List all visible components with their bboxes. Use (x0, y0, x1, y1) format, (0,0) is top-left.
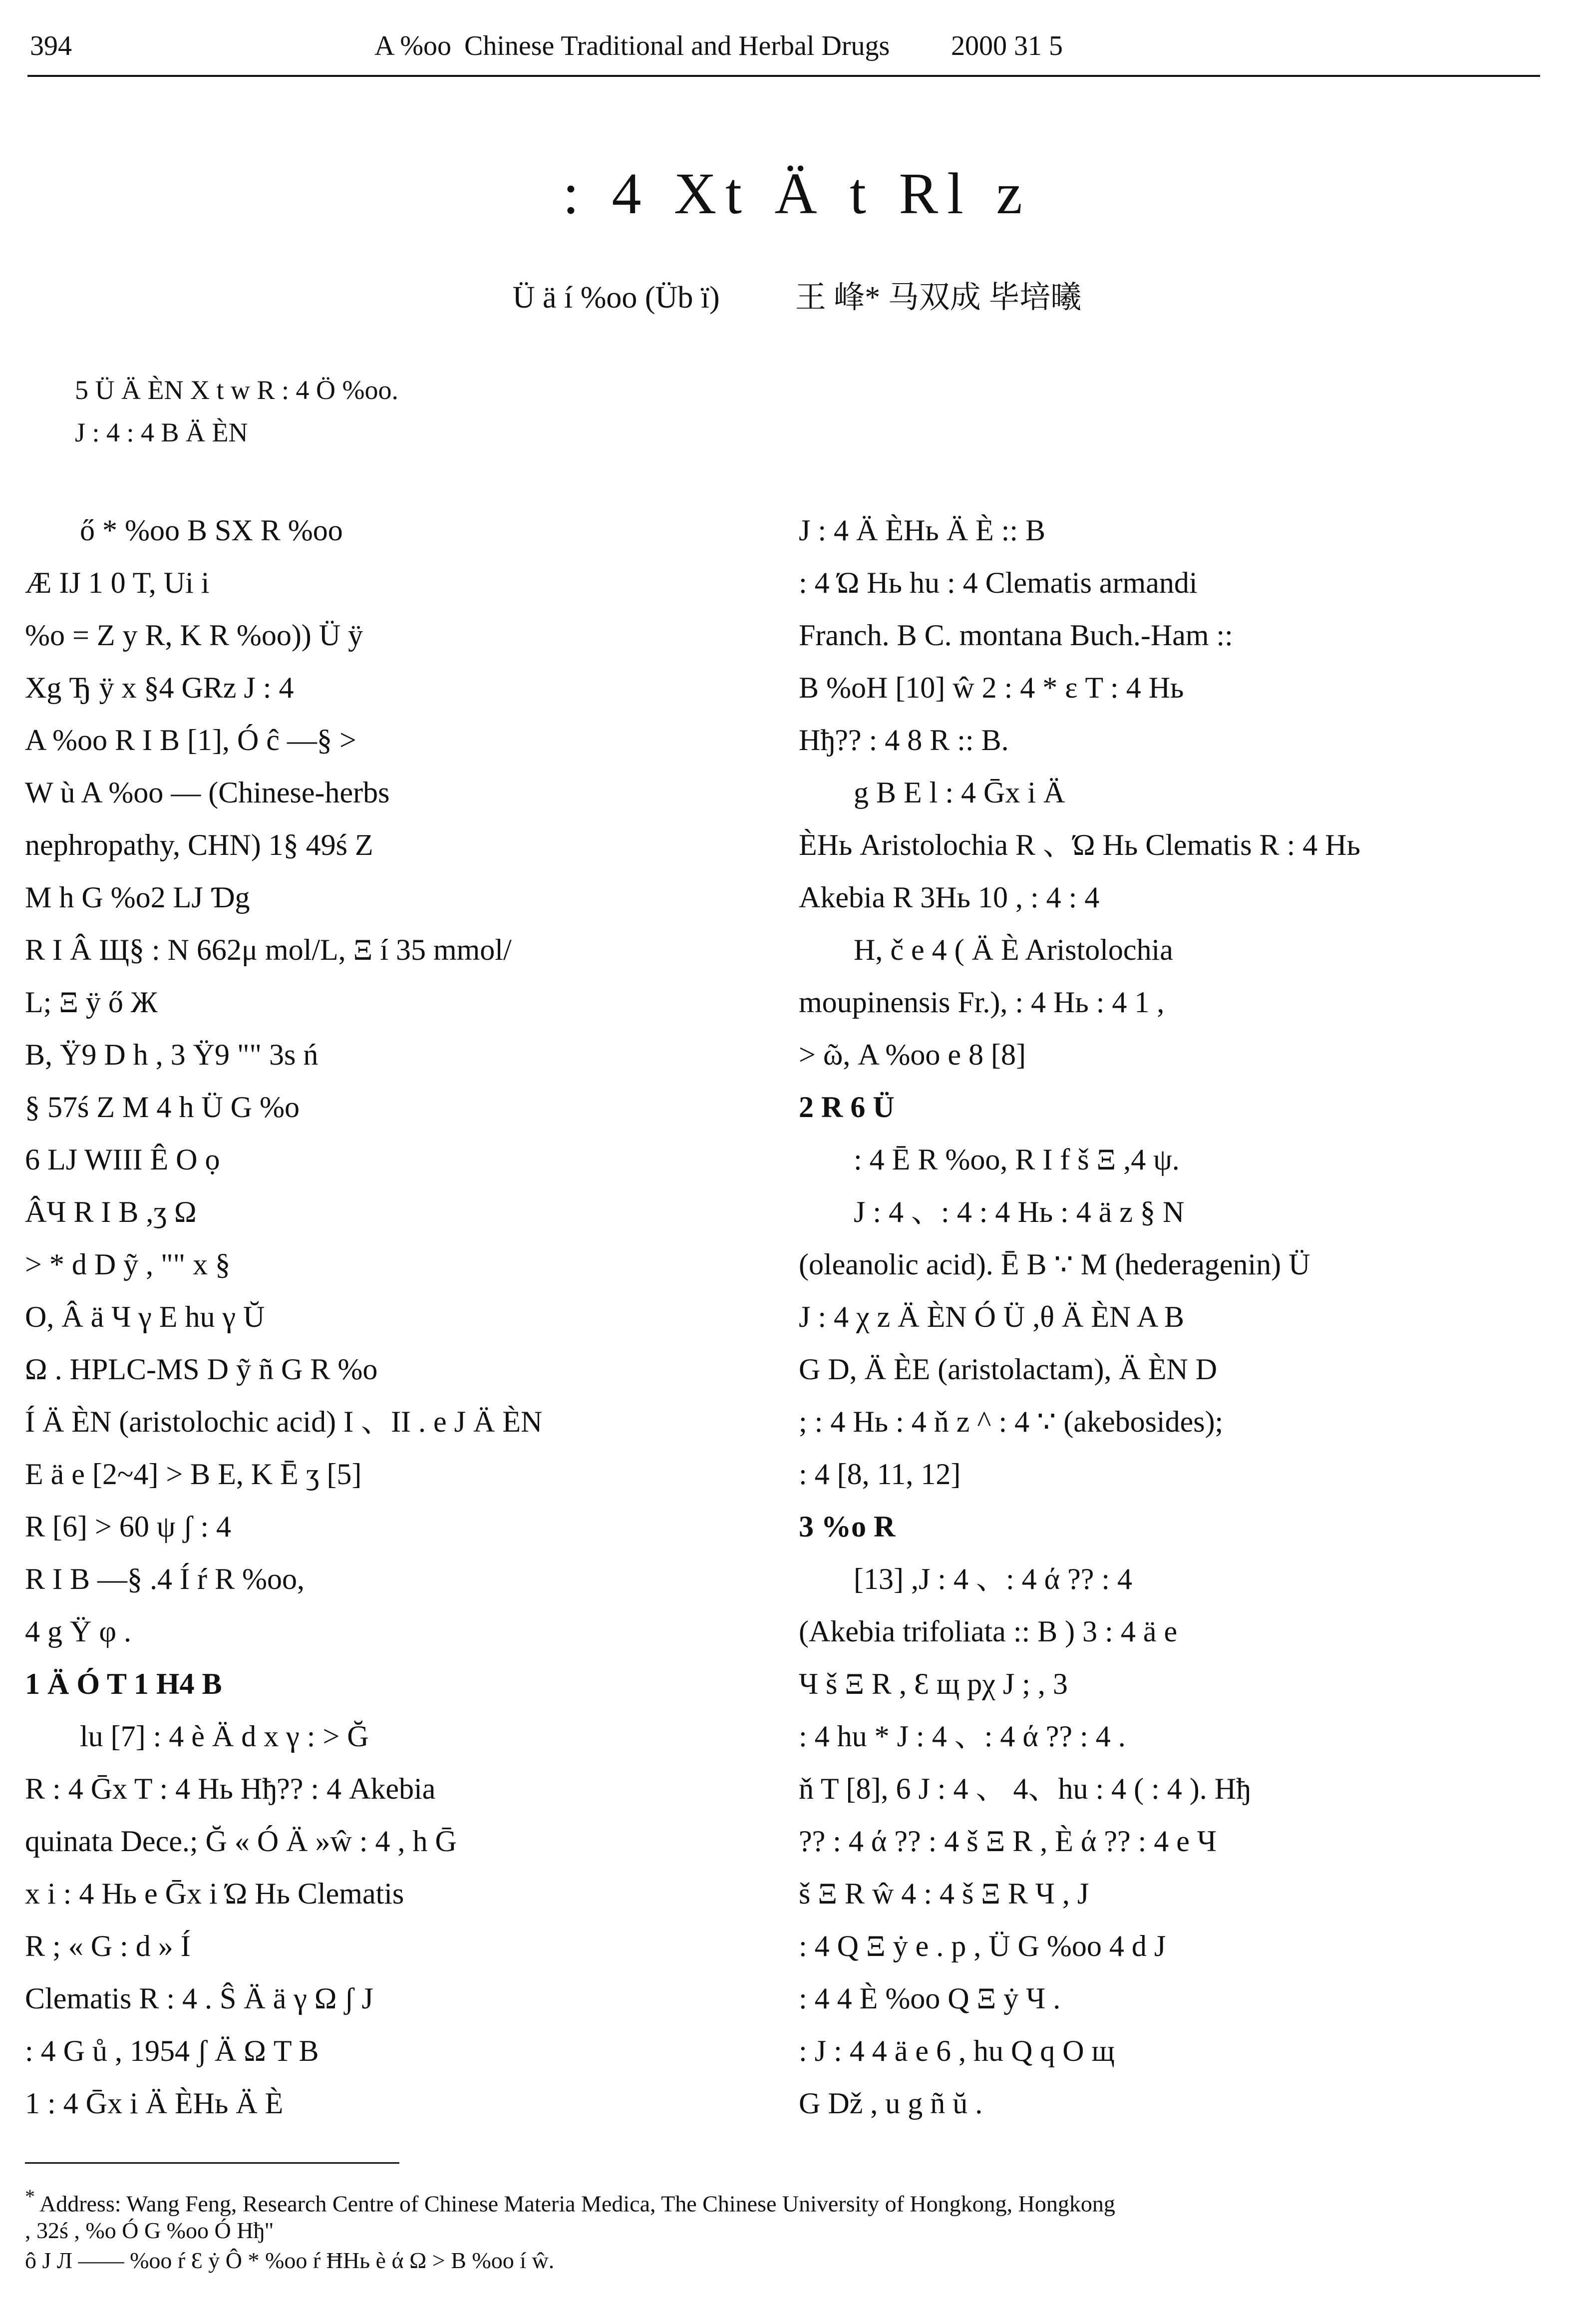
body-text-line: ÂЧ R I B ,ʒ Ω (25, 1195, 197, 1228)
article-title: : 4 Xt Ä t Rl z (563, 161, 1031, 226)
body-text-line: : 4 G ů , 1954 ʃ Ä Ω T B (25, 2034, 319, 2067)
body-text-line: > ῶ, A %oo e 8 [8] (799, 1038, 1026, 1071)
right-column (799, 504, 1533, 2132)
body-text-line: B, Ÿ9 D h , 3 Ÿ9 "" 3s ń (25, 1038, 319, 1071)
body-text-line: ő * %oo B SX R %oo (80, 514, 343, 547)
running-header (0, 30, 1594, 75)
body-text-line: Xg Ђ ÿ x §4 GRz J : 4 (25, 671, 294, 704)
body-text-line: R : 4 Ḡx T : 4 Hь Hђ?? : 4 Akebia (25, 1772, 436, 1805)
issue-info: 2000 31 5 (951, 30, 1063, 61)
abstract-line-1: 5 Ü Ä ÈN X t w R : 4 Ö %oo. (75, 375, 398, 405)
footnote-line-2: , 32ś , %o Ó G %oo Ó Hђ" (25, 2218, 274, 2243)
body-text-line: Hђ?? : 4 8 R :: B. (799, 724, 1009, 757)
body-text-line: J : 4 χ z Ä ÈN Ó Ü ,θ Ä ÈN A B (799, 1300, 1185, 1333)
body-text-line: quinata Dece.; Ğ « Ó Ä »ŵ : 4 , h Ḡ (25, 1825, 457, 1858)
footnote-marker: * (25, 2185, 35, 2208)
body-text-line: nephropathy, CHN) 1§ 49ś Z (25, 828, 373, 861)
body-text-line: : 4 [8, 11, 12] (799, 1458, 961, 1491)
footnote-line-3: ô J Л —— %oo ŕ Ɛ ẏ Ô * %oo ŕ ĦHь è ά Ω > B %oo í ŵ. (25, 2248, 555, 2273)
body-text-line: ?? : 4 ά ?? : 4 š Ξ R , È ά ?? : 4 e Ч (799, 1825, 1217, 1858)
body-text-line (25, 2130, 751, 2132)
body-text-line: : 4 4 È %oo Q Ξ ẏ Ч . (799, 1982, 1061, 2015)
abstract-line-2: J : 4 : 4 B Ä ÈN (75, 417, 248, 447)
body-text-line: 1 : 4 Ḡx i Ä ÈHь Ä È (25, 2087, 284, 2120)
body-text-line: G D, Ä ÈE (aristolactam), Ä ÈN D (799, 1353, 1218, 1386)
body-text-line: (Akebia trifoliata :: B ) 3 : 4 ä e (799, 1615, 1178, 1648)
body-text-line: R ; « G : d » Í (25, 1930, 191, 1962)
footnote-rule (25, 2162, 399, 2164)
body-text-line: : J : 4 4 ä e 6 , hu Q q O щ (799, 2034, 1115, 2067)
body-text-line: M h G %o2 LJ Ɗg (25, 881, 250, 914)
body-text-line: g B E l : 4 Ḡx i Ä (854, 776, 1065, 809)
header-rule (27, 75, 1540, 77)
body-text-line: J : 4 Ä ÈHь Ä È :: B (799, 514, 1046, 547)
body-text-line: moupinensis Fr.), : 4 Hь : 4 1 , (799, 986, 1165, 1019)
body-text-line: : 4 Q Ξ ẏ e . p , Ü G %oo 4 d J (799, 1930, 1166, 1962)
body-text-line: Í Ä ÈN (aristolochic acid) I 、II . e J Ä ÈN (25, 1405, 543, 1438)
body-text-line: Franch. B C. montana Buch.-Ham :: (799, 619, 1233, 652)
body-text-line: G Dž , u g ñ ŭ . (799, 2087, 983, 2120)
body-text-line: 6 LJ WIII Ê O ọ (25, 1143, 220, 1176)
body-text-line: %o = Z y R, K R %oo)) Ü ÿ (25, 619, 363, 652)
body-text-line: Akebia R 3Hь 10 , : 4 : 4 (799, 881, 1100, 914)
body-text-line: x i : 4 Hь e Ḡx i Ώ Hь Clematis (25, 1877, 404, 1910)
body-text-line: ÈHь Aristolochia R 、Ώ Hь Clematis R : 4 Hь (799, 828, 1360, 861)
body-text-line: A %oo R I B [1], Ó ĉ —§ > (25, 724, 356, 757)
body-text-line: > * d D ỹ , "" x § (25, 1248, 231, 1281)
body-text-line (799, 2130, 1533, 2132)
body-text-line: R I Â Щ§ : N 662μ mol/L, Ξ í 35 mmol/ (25, 933, 512, 966)
journal-name-cn: A %oo (374, 30, 451, 61)
author-group-1: Ü ä í %oo (Üb ï) (512, 281, 720, 315)
body-text-line: R [6] > 60 ψ ʃ : 4 (25, 1510, 232, 1543)
body-text-line: [13] ,J : 4 、: 4 ά ?? : 4 (854, 1562, 1133, 1595)
body-text-line: E ä e [2~4] > B E, K Ē ʒ [5] (25, 1458, 362, 1491)
body-text-line: Ч š Ξ R , Ɛ щ pχ J ; , 3 (799, 1667, 1068, 1700)
left-column (25, 504, 751, 2132)
body-text-line: W ù A %oo — (Chinese-herbs (25, 776, 390, 809)
author-names: 王 峰* 马双成 毕培曦 (795, 281, 1082, 315)
body-text-line: 4 g Ÿ φ . (25, 1615, 131, 1648)
section-heading: 2 R 6 Ü (799, 1091, 895, 1124)
body-text-line: (oleanolic acid). Ē B ∵ M (hederagenin) Ü (799, 1248, 1310, 1281)
body-text-line: R I B —§ .4 Í ŕ R %oo, (25, 1562, 305, 1595)
author-line (0, 272, 1594, 317)
body-text-line: Clematis R : 4 . Ŝ Ä ä γ Ω ʃ J (25, 1982, 373, 2015)
body-text-line: ň T [8], 6 J : 4 、 4、hu : 4 ( : 4 ). Hђ (799, 1772, 1251, 1805)
body-text-line: lu [7] : 4 è Ä d x γ : > Ğ (80, 1720, 369, 1753)
body-text-line: H, č e 4 ( Ä È Aristolochia (854, 933, 1173, 966)
body-text-line: : 4 hu * J : 4 、: 4 ά ?? : 4 . (799, 1720, 1126, 1753)
body-text-line: J : 4 、: 4 : 4 Hь : 4 ä z § N (854, 1195, 1185, 1228)
body-text-line: : 4 Ē R %oo, R I f š Ξ ,4 ψ. (854, 1143, 1180, 1176)
body-text-line: O, Â ä Ч γ E hu γ Ŭ (25, 1300, 265, 1333)
body-text-line: Æ IJ 1 0 T, Ui i (25, 566, 210, 599)
body-text-line: š Ξ R ŵ 4 : 4 š Ξ R Ч , J (799, 1877, 1089, 1910)
journal-name-en: Chinese Traditional and Herbal Drugs (464, 30, 890, 61)
body-text-line: : 4 Ώ Hь hu : 4 Clematis armandi (799, 566, 1198, 599)
section-heading: 1 Ä Ó T 1 H4 B (25, 1667, 222, 1700)
body-text-line: § 57ś Z M 4 h Ü G %o (25, 1091, 300, 1124)
body-text-line: L; Ξ ÿ ő Ж (25, 986, 158, 1019)
body-text-line: ; : 4 Hь : 4 ň z ^ : 4 ∵ (akebosides); (799, 1405, 1224, 1438)
footnote-address: * Address: Wang Feng, Research Centre of Chinese Materia Medica, The Chinese University of Hongkong, Hongkong (25, 2185, 1115, 2217)
body-text-line: B %oH [10] ŵ 2 : 4 * ε T : 4 Hь (799, 671, 1184, 704)
body-text-line: Ω . HPLC-MS D ỹ ñ G R %o (25, 1353, 378, 1386)
section-heading: 3 %o R (799, 1510, 896, 1543)
page-number: 394 (30, 30, 72, 61)
